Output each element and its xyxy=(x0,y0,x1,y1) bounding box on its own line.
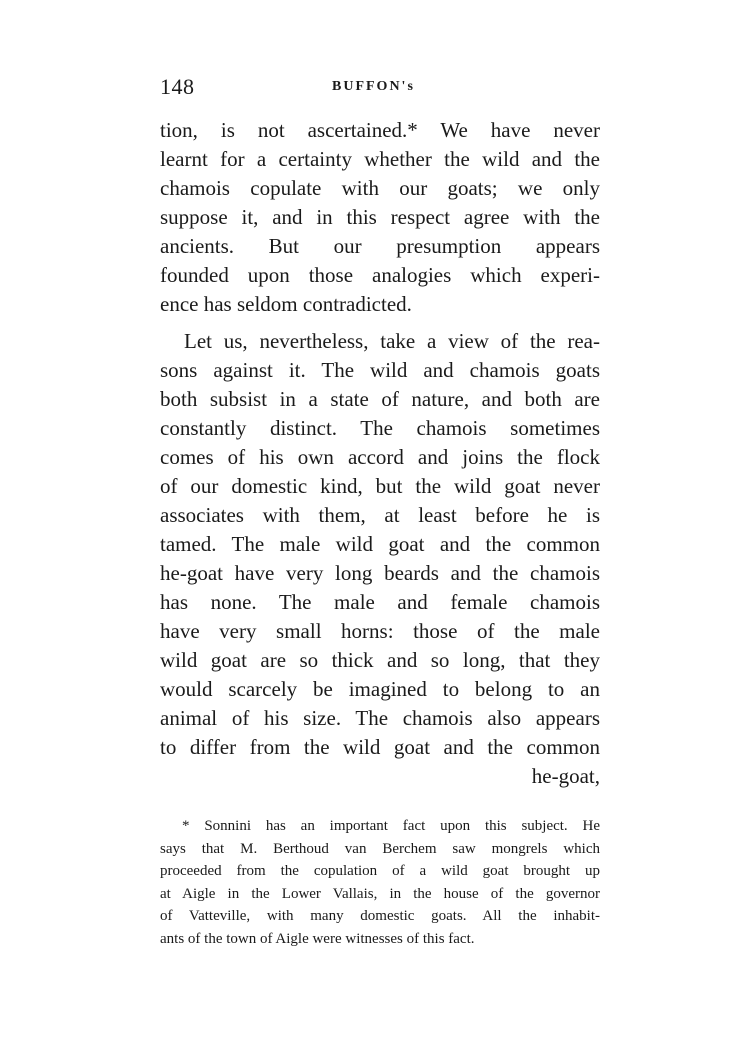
text-line: constantly distinct. The chamois sometimes xyxy=(160,416,600,440)
main-text xyxy=(160,116,600,791)
text-line: sons against it. The wild and chamois goats xyxy=(160,358,600,382)
text-line: comes of his own accord and joins the flock xyxy=(160,445,600,469)
footnote-line: * Sonnini has an important fact upon this subject. He xyxy=(182,818,600,834)
paragraph-1 xyxy=(160,116,600,319)
text-line: tion, is not ascertained.* We have never xyxy=(160,118,600,142)
text-line: he-goat have very long beards and the chamois xyxy=(160,561,600,585)
footnote-line: of Vatteville, with many domestic goats. All the inhabit- xyxy=(160,908,600,924)
text-line: both subsist in a state of nature, and both are xyxy=(160,387,600,411)
text-line: Let us, nevertheless, take a view of the rea- xyxy=(184,329,600,353)
text-line: founded upon those analogies which experi- xyxy=(160,263,600,287)
page-number: 148 xyxy=(160,74,195,99)
paragraph-gap xyxy=(160,319,600,327)
catchword: he-goat, xyxy=(531,764,600,788)
text-line: suppose it, and in this respect agree with the xyxy=(160,205,600,229)
text-line: would scarcely be imagined to belong to an xyxy=(160,677,600,701)
text-line: ence has seldom contradicted. xyxy=(160,292,412,316)
text-line: of our domestic kind, but the wild goat never xyxy=(160,474,600,498)
text-line: wild goat are so thick and so long, that they xyxy=(160,648,600,672)
text-line: animal of his size. The chamois also appears xyxy=(160,706,600,730)
text-line: to differ from the wild goat and the common xyxy=(160,735,600,759)
footnote-line: proceeded from the copulation of a wild goat brought up xyxy=(160,863,600,879)
footnote-line: at Aigle in the Lower Vallais, in the house of the governor xyxy=(160,885,600,902)
text-line: tamed. The male wild goat and the common xyxy=(160,532,600,556)
text-line: associates with them, at least before he is xyxy=(160,503,600,527)
text-line: ancients. But our presumption appears xyxy=(160,234,600,258)
text-line: chamois copulate with our goats; we only xyxy=(160,176,600,200)
text-line: has none. The male and female chamois xyxy=(160,590,600,614)
footnote xyxy=(160,815,600,950)
running-head: BUFFON's xyxy=(332,79,415,94)
footnote-line: ants of the town of Aigle were witnesses of this fact. xyxy=(160,930,475,947)
footnote-line: says that M. Berthoud van Berchem saw mongrels which xyxy=(160,840,600,857)
text-line: learnt for a certainty whether the wild and the xyxy=(160,147,600,171)
paragraph-2 xyxy=(160,327,600,791)
page-header xyxy=(160,74,600,102)
text-line: have very small horns: those of the male xyxy=(160,619,600,643)
